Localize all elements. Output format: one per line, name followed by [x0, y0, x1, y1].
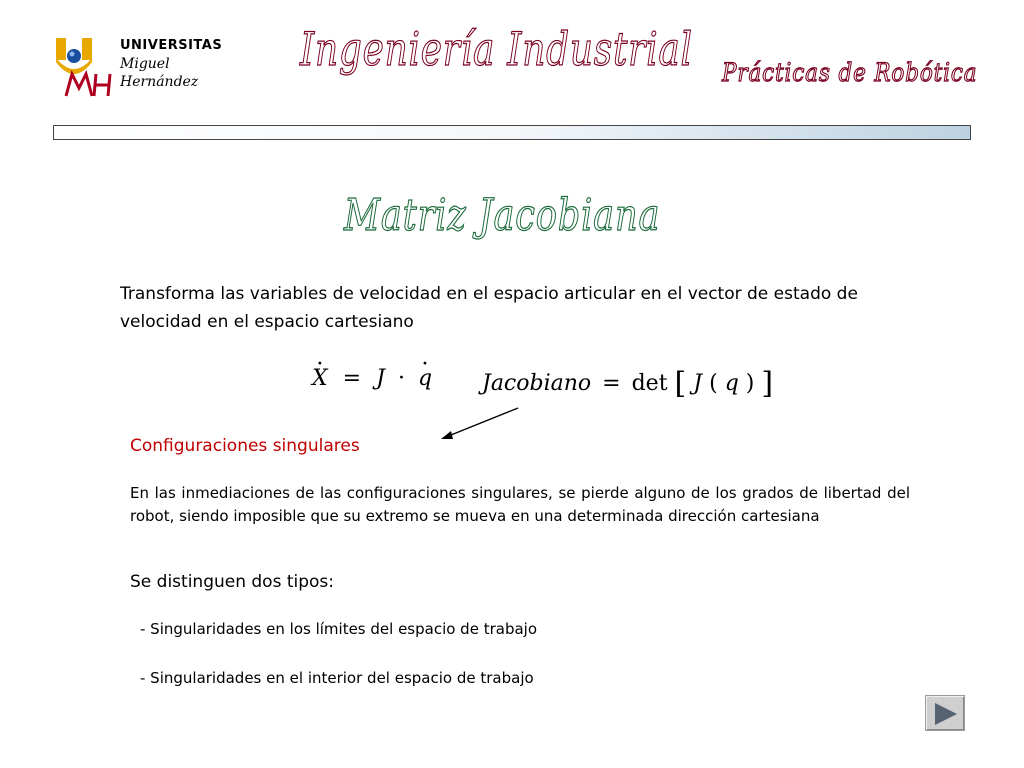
velocity-equation [312, 366, 432, 391]
bullet-item: - Singularidades en el interior del espacio de trabajo [140, 669, 534, 687]
logo-line-hernandez: Hernández [120, 74, 199, 90]
play-triangle-icon [933, 702, 959, 726]
multiply-dot: · [397, 366, 405, 391]
paren-close: ) [745, 371, 755, 396]
logo-line-universitas: UNIVERSITAS [120, 38, 223, 53]
pointer-arrow-icon [436, 404, 526, 444]
bracket-close: ] [761, 366, 774, 401]
header-divider-bar [53, 125, 971, 140]
det-operator: det [631, 371, 668, 396]
jacobian-symbol: J [376, 366, 385, 391]
q-dot-symbol: · q [418, 366, 432, 391]
j-function: J [693, 371, 703, 396]
paren-open: ( [709, 371, 718, 396]
intro-text: Transforma las variables de velocidad en el espacio articular en el vector de estado de velocidad en el espacio cartesiano [120, 284, 858, 332]
next-slide-button[interactable] [925, 695, 965, 731]
slide-title: Matriz Jacobiana [344, 190, 661, 241]
subject-title: Prácticas de Robótica [722, 58, 978, 87]
equals-sign-2: = [602, 371, 621, 396]
singular-configurations-heading: Configuraciones singulares [130, 436, 360, 456]
singular-configurations-description: En las inmediaciones de las configuraciones singulares, se pierde alguno de los grados de libertad del robot, siendo imposible que su extremo se mueva en una determinada dirección cartesiana [130, 484, 910, 525]
q-argument: q [724, 371, 739, 396]
jacobiano-word: Jacobiano [482, 371, 592, 396]
university-logo [52, 36, 223, 108]
umh-logo-icon [52, 36, 118, 102]
bullet-item: - Singularidades en los límites del espacio de trabajo [140, 620, 538, 638]
types-heading: Se distinguen dos tipos: [130, 572, 335, 592]
logo-line-miguel: Miguel [120, 56, 170, 72]
jacobian-determinant-equation [482, 366, 773, 401]
equals-sign: = [342, 366, 362, 391]
bracket-open: [ [674, 366, 687, 401]
x-dot-symbol: · X [312, 366, 328, 391]
main-title: Ingeniería Industrial [300, 22, 693, 76]
